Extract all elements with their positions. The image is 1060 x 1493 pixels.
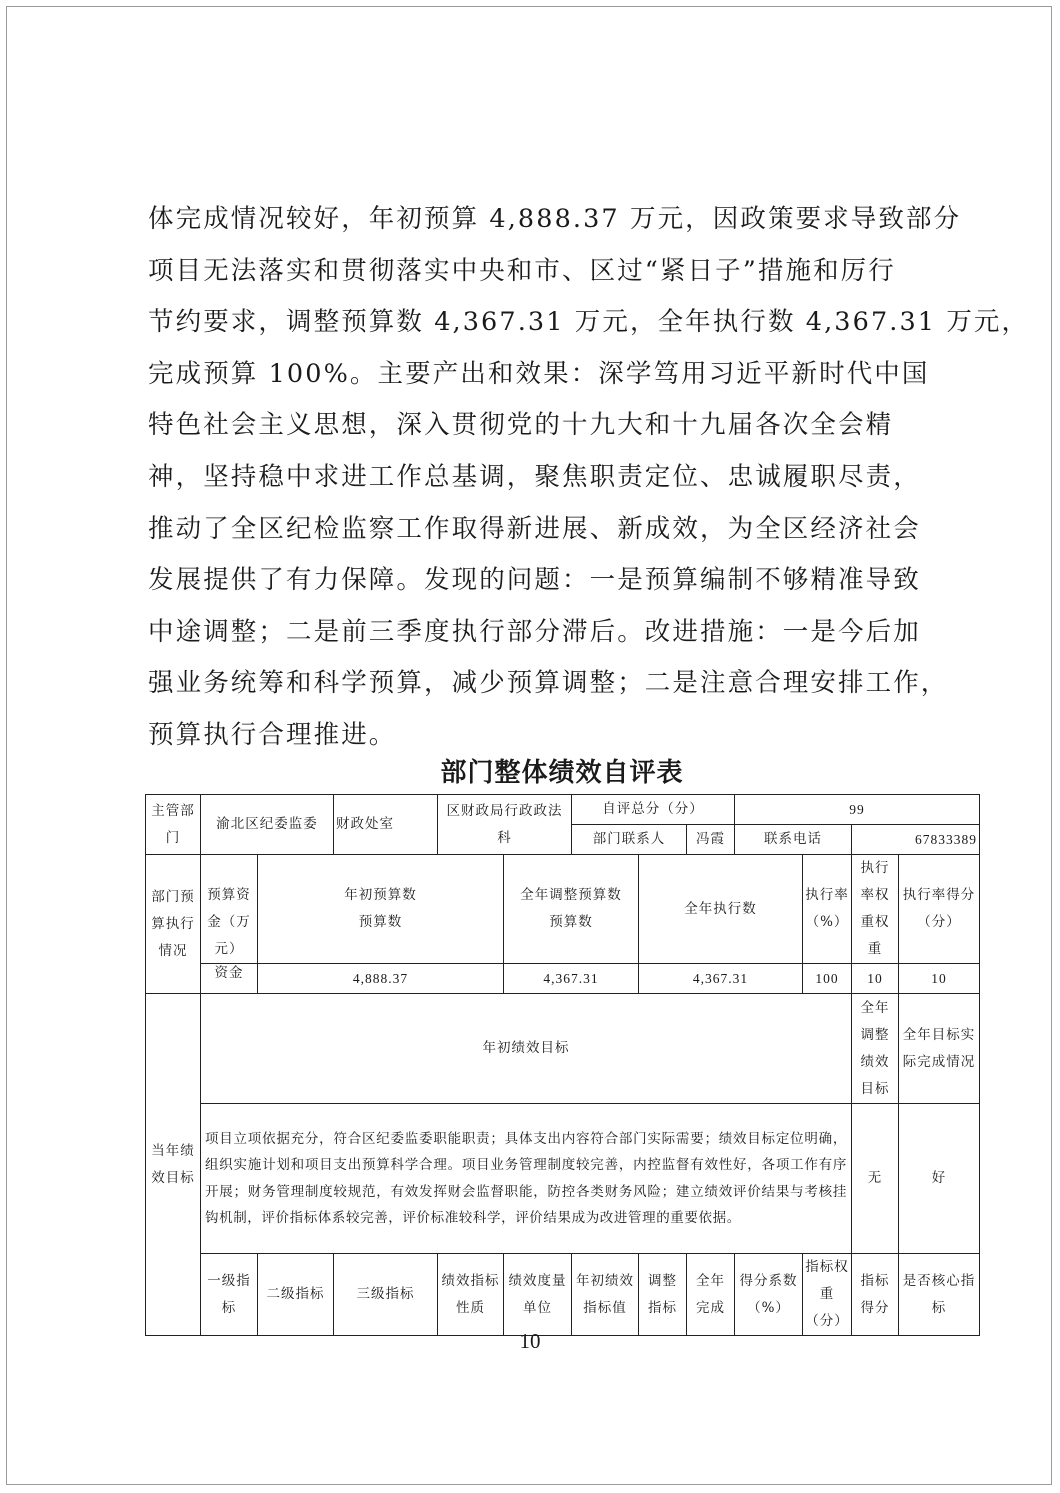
paragraph-line: 发展提供了有力保障。发现的问题：一是预算编制不够精准导致 (148, 565, 921, 596)
budget-fund-tail: 资金 (201, 964, 258, 994)
annual-goal-label: 当年绩效目标 (146, 994, 201, 1336)
budget-fund-label: 预算资金（万元） (201, 855, 258, 964)
indicator-header-nature: 绩效指标性质 (438, 1254, 504, 1336)
adjusted-budget-value: 4,367.31 (504, 964, 639, 994)
dept-label: 主管部门 (146, 795, 201, 855)
phone-label: 联系电话 (735, 825, 852, 855)
indicator-header-level3: 三级指标 (334, 1254, 438, 1336)
exec-score-label: 执行率得分（分） (899, 855, 980, 964)
paragraph-line: 预算执行合理推进。 (148, 719, 397, 750)
dept-name: 渝北区纪委监委 (201, 795, 334, 855)
actual-completion-header: 全年目标实际完成情况 (899, 994, 980, 1104)
paragraph-line: 特色社会主义思想，深入贯彻党的十九大和十九届各次全会精 (148, 410, 894, 441)
contact-name: 冯霞 (687, 825, 735, 855)
indicator-header-level1: 一级指标 (201, 1254, 258, 1336)
indicator-header-completed: 全年完成 (687, 1254, 735, 1336)
self-score-value: 99 (735, 795, 980, 825)
indicator-header-initial-value: 年初绩效指标值 (572, 1254, 639, 1336)
paragraph-line: 推动了全区纪检监察工作取得新进展、新成效，为全区经济社会 (148, 513, 921, 544)
actual-completion-value: 好 (899, 1104, 980, 1254)
adjusted-goal-value: 无 (852, 1104, 899, 1254)
paragraph-line: 完成预算 100%。主要产出和效果：深学笃用习近平新时代中国 (148, 358, 930, 389)
finance-office: 财政处室 (334, 795, 438, 855)
exec-weight-label: 执行率权重权重 (852, 855, 899, 964)
contact-label: 部门联系人 (572, 825, 687, 855)
page-number: 10 (519, 1329, 541, 1353)
paragraph-line: 神，坚持稳中求进工作总基调，聚焦职责定位、忠诚履职尽责， (148, 461, 921, 492)
phone-value: 67833389 (852, 825, 980, 855)
initial-budget-value: 4,888.37 (258, 964, 504, 994)
adjusted-goal-header: 全年调整绩效目标 (852, 994, 899, 1104)
initial-budget-label: 年初预算数 预算数 (258, 855, 504, 964)
initial-goal-header: 年初绩效目标 (201, 994, 852, 1104)
indicator-header-score: 指标得分 (852, 1254, 899, 1336)
executed-label: 全年执行数 (639, 855, 803, 964)
paragraph-line: 强业务统筹和科学预算，减少预算调整；二是注意合理安排工作， (148, 668, 949, 699)
exec-weight-value: 10 (852, 964, 899, 994)
exec-rate-label: 执行率（%） (803, 855, 852, 964)
paragraph-line: 节约要求，调整预算数 4,367.31 万元，全年执行数 4,367.31 万元， (148, 307, 1030, 338)
indicator-header-weight: 指标权重（分） (803, 1254, 852, 1336)
indicator-header-level2: 二级指标 (258, 1254, 334, 1336)
indicator-header-unit: 绩效度量单位 (504, 1254, 572, 1336)
executed-value: 4,367.31 (639, 964, 803, 994)
initial-goal-text: 项目立项依据充分，符合区纪委监委职能职责；具体支出内容符合部门实际需要；绩效目标定位明确，组织实施计划和项目支出预算科学合理。项目业务管理制度较完善，内控监督有效性好，各项工作有序开展；财务管理制度较规范，有效发挥财会监督职能，防控各类财务风险；建立绩效评价结果与考核挂钩机制，评价指标体系较完善，评价标准较科学，评价结果成为改进管理的重要依据。 (201, 1104, 852, 1254)
indicator-header-core: 是否核心指标 (899, 1254, 980, 1336)
indicator-header-adjusted: 调整指标 (639, 1254, 687, 1336)
exec-score-value: 10 (899, 964, 980, 994)
paragraph-line: 项目无法落实和贯彻落实中央和市、区过“紧日子”措施和厉行 (148, 255, 896, 286)
performance-table (145, 794, 980, 1336)
body-paragraph (148, 194, 1030, 762)
finance-section: 区财政局行政政法科 (438, 795, 572, 855)
exec-rate-value: 100 (803, 964, 852, 994)
adjusted-budget-label: 全年调整预算数 预算数 (504, 855, 639, 964)
paragraph-line: 中途调整；二是前三季度执行部分滞后。改进措施：一是今后加 (148, 616, 921, 647)
paragraph-line: 体完成情况较好，年初预算 4,888.37 万元，因政策要求导致部分 (148, 204, 962, 234)
table-title: 部门整体绩效自评表 (440, 758, 684, 788)
budget-exec-label: 部门预算执行情况 (146, 855, 201, 994)
indicator-header-coefficient: 得分系数（%） (735, 1254, 803, 1336)
self-score-label: 自评总分（分） (572, 795, 735, 825)
